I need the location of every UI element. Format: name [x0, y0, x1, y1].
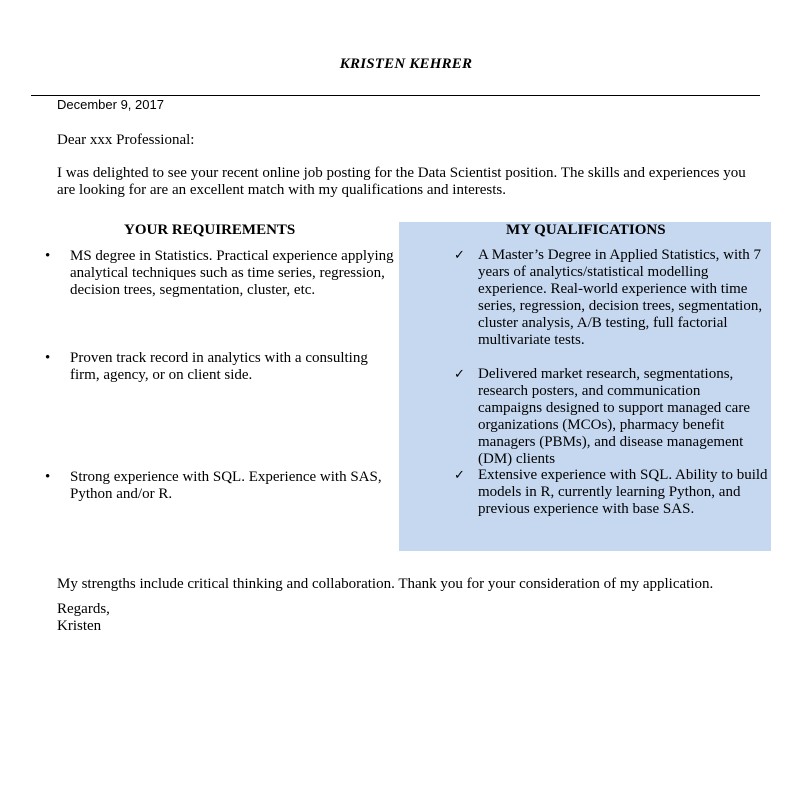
checkmark-icon: ✓: [454, 467, 465, 482]
bullet-icon: •: [45, 469, 51, 485]
signoff-block: [57, 601, 110, 635]
qualification-item: Delivered market research, segmentations, research posters, and communication campaigns designed to support managed care organizations (MCOs), pharmacy benefit managers (PBMs), and disease management (DM) clients: [478, 366, 750, 467]
header-rule: [31, 95, 760, 96]
qualification-item: Extensive experience with SQL. Ability to build models in R, currently learning Python, and previous experience with base SAS.: [478, 467, 768, 517]
requirement-item: Proven track record in analytics with a consulting firm, agency, or on client side.: [70, 350, 368, 383]
checkmark-icon: ✓: [454, 366, 465, 381]
signature: Kristen: [57, 618, 102, 634]
requirement-item: Strong experience with SQL. Experience with SAS, Python and/or R.: [70, 469, 382, 502]
requirements-heading: YOUR REQUIREMENTS: [124, 222, 296, 238]
qualification-item: A Master’s Degree in Applied Statistics, with 7 years of analytics/statistical modelling experience. Real-world experience with time series, regression, decision trees, segmentation, cluster analysis, A/B testing, full factorial multivariate tests.: [478, 247, 763, 348]
salutation: Dear xxx Professional:: [57, 132, 195, 148]
qualifications-heading: MY QUALIFICATIONS: [506, 222, 666, 238]
intro-paragraph: I was delighted to see your recent online job posting for the Data Scientist position. The skills and experiences you are looking for are an excellent match with my qualifications and interests.: [57, 165, 746, 198]
signoff: Regards,: [57, 601, 110, 617]
bullet-icon: •: [45, 350, 51, 366]
closing-paragraph: My strengths include critical thinking and collaboration. Thank you for your consideration of my application.: [57, 576, 714, 592]
bullet-icon: •: [45, 248, 51, 264]
requirement-item: MS degree in Statistics. Practical experience applying analytical techniques such as time series, regression, decision trees, segmentation, cluster, etc.: [70, 248, 394, 298]
letter-date: December 9, 2017: [57, 97, 164, 112]
checkmark-icon: ✓: [454, 247, 465, 262]
applicant-name: KRISTEN KEHRER: [339, 56, 473, 72]
